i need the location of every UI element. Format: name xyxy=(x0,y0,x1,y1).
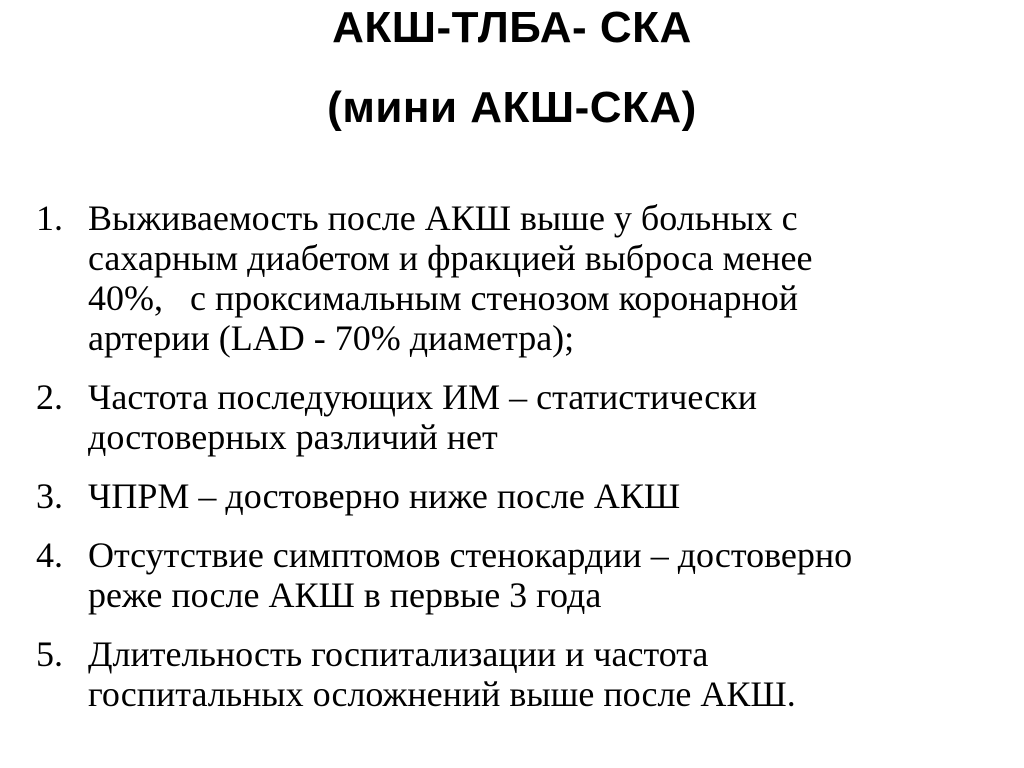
slide-title: АКШ-ТЛБА- СКА xyxy=(332,3,692,52)
list-item xyxy=(36,535,996,615)
item-text-line: сахарным диабетом и фракцией выброса менее xyxy=(88,238,813,278)
findings-list xyxy=(36,198,996,714)
item-text-line: 40%, с проксимальным стенозом коронарной xyxy=(88,278,799,318)
list-item xyxy=(36,476,996,516)
item-text-line: ЧПРМ – достоверно ниже после АКШ xyxy=(88,476,681,516)
item-text-line: Отсутствие симптомов стенокардии – достоверно xyxy=(88,535,853,575)
item-number: 3. xyxy=(36,476,63,516)
item-text-line: артерии (LAD - 70% диаметра); xyxy=(88,318,575,358)
item-number: 2. xyxy=(36,377,63,417)
slide-subtitle: (мини АКШ-СКА) xyxy=(327,83,697,132)
item-number: 1. xyxy=(36,198,63,238)
item-text-line: достоверных различий нет xyxy=(88,417,498,457)
item-text-line: госпитальных осложнений выше после АКШ. xyxy=(88,674,796,714)
list-item xyxy=(36,377,996,457)
item-text-line: реже после АКШ в первые 3 года xyxy=(88,575,602,615)
list-item xyxy=(36,634,996,714)
item-number: 5. xyxy=(36,634,63,674)
list-item xyxy=(36,198,996,358)
item-text-line: Частота последующих ИМ – статистически xyxy=(88,377,757,417)
item-text-line: Длительность госпитализации и частота xyxy=(88,634,709,674)
item-number: 4. xyxy=(36,535,63,575)
item-text-line: Выживаемость после АКШ выше у больных с xyxy=(88,198,798,238)
